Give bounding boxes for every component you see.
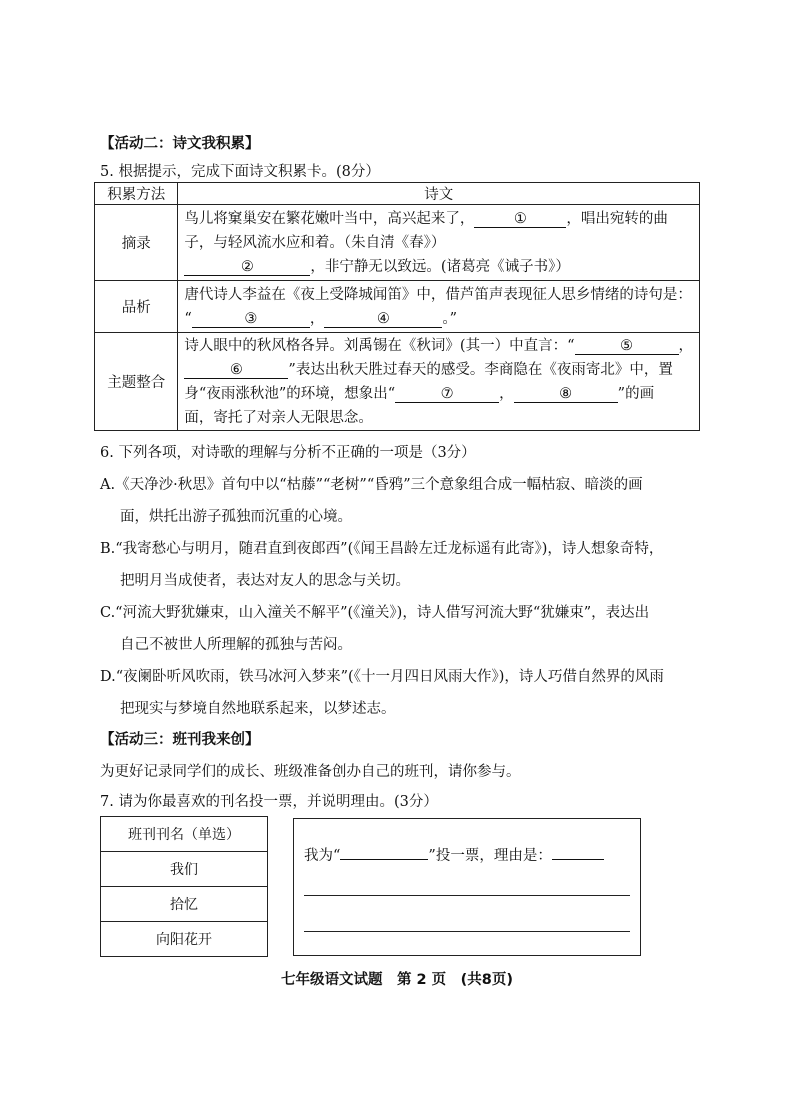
header-poem: 诗文 [178,183,700,205]
text: 面，寄托了对亲人无限思念。 [184,409,373,426]
q7-prompt: 7. 请为你最喜欢的刊名投一票，并说明理由。(3分） [100,794,438,810]
q5-prompt: 5. 根据提示，完成下面诗文积累卡。(8分） [100,164,380,180]
blank-5[interactable]: ⑤ [575,338,679,355]
reason-blank-inline[interactable] [552,843,604,860]
text: ，非宁静无以致远。(诸葛亮《诫子书》） [310,258,570,275]
text: ， [678,337,693,354]
q6-option-b-cont: 把明月当成使者，表达对友人的思念与关切。 [120,573,410,589]
vote-name-blank[interactable] [340,843,428,860]
text: ”表达出秋天胜过春天的感受。李商隐在《夜雨寄北》中，置 [288,361,673,378]
row-excerpt-label: 摘录 [95,205,178,281]
page-footer: 七年级语文试题 第 2 页 (共8页) [280,972,514,988]
reason-text-a: 我为“ [304,848,341,864]
text: ， [309,310,325,327]
text: 鸟儿将窠巢安在繁花嫩叶当中，高兴起来了， [184,210,475,227]
row-excerpt-content [178,205,700,281]
blank-4[interactable]: ④ [324,311,442,328]
q6-option-d: D.“夜阑卧听风吹雨，铁马冰河入梦来”(《十一月四日风雨大作》)，诗人巧借自然界的风雨 [100,669,664,685]
q6-prompt: 6. 下列各项，对诗歌的理解与分析不正确的一项是（3分） [100,445,476,461]
q6-option-a-cont: 面，烘托出游子孤独而沉重的心境。 [120,509,352,525]
row-theme-content [178,333,700,431]
reason-box [293,818,641,956]
q6-option-c-cont: 自己不被世人所理解的孤独与苦闷。 [120,637,352,653]
activity3-title: 【活动三：班刊我来创】 [100,732,260,748]
text: 身“夜雨涨秋池”的环境，想象出“ [184,385,396,402]
text: ， [499,385,514,402]
activity3-intro: 为更好记录同学们的成长、班级准备创办自己的班刊，请你参与。 [100,764,521,780]
blank-3[interactable]: ③ [192,311,310,328]
reason-line-2[interactable] [304,931,630,932]
text: 唐代诗人李益在《夜上受降城闻笛》中，借芦笛声表现征人思乡情绪的诗句是： [184,286,692,303]
reason-text-b: ”投一票，理由是： [428,848,552,864]
poem-card-table [94,182,700,431]
q6-option-a: A.《天净沙·秋思》首句中以“枯藤”“老树”“昏鸦”三个意象组合成一幅枯寂、暗淡的画 [100,477,643,493]
q6-option-d-cont: 把现实与梦境自然地联系起来，以梦述志。 [120,701,396,717]
text: ”的画 [617,385,655,402]
vote-header: 班刊刊名（单选） [101,817,268,852]
q6-option-b: B.“我寄愁心与明月，随君直到夜郎西”(《闻王昌龄左迁龙标遥有此寄》)，诗人想象奇特， [100,541,664,557]
blank-8[interactable]: ⑧ [514,386,618,403]
blank-1[interactable]: ① [474,211,566,228]
row-analysis-content [178,281,700,333]
vote-option-2[interactable]: 拾忆 [101,887,268,922]
vote-option-1[interactable]: 我们 [101,852,268,887]
row-theme-label: 主题整合 [95,333,178,431]
header-method: 积累方法 [95,183,178,205]
blank-6[interactable]: ⑥ [184,362,288,379]
activity2-title: 【活动二：诗文我积累】 [100,136,260,152]
row-analysis-label: 品析 [95,281,178,333]
text: ，唱出宛转的曲 [566,210,668,227]
text: “ [184,310,192,327]
blank-2[interactable]: ② [184,259,310,276]
text: 子，与轻风流水应和着。（朱自清《春》） [184,234,446,251]
text: 诗人眼中的秋风格各异。刘禹锡在《秋词》(其一）中直言：“ [184,337,575,354]
text: 。” [442,310,458,327]
q6-option-c: C.“河流大野犹嫌束，山入潼关不解平”(《潼关》)，诗人借写河流大野“犹嫌束”，表达出 [100,605,650,621]
blank-7[interactable]: ⑦ [395,386,499,403]
vote-table [100,816,268,957]
reason-line-1[interactable] [304,895,630,896]
vote-option-3[interactable]: 向阳花开 [101,922,268,957]
